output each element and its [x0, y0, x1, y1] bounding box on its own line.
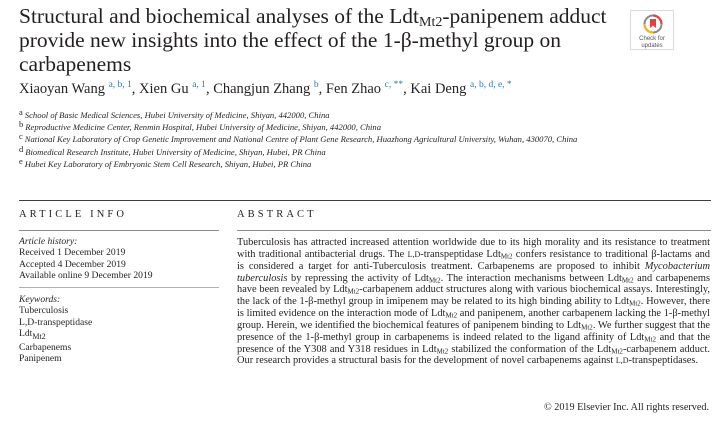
author-name: Xien Gu — [139, 81, 189, 97]
affiliation: $^d$ Biomedical Research Institute, Hubei University of Medicine, Shiyan, Hubei, PR China — [19, 143, 326, 157]
article-info-heading: ARTICLE INFO — [19, 209, 128, 220]
author-marks[interactable]: a, b, 1 — [108, 80, 132, 90]
divider — [19, 230, 219, 231]
author-name: Kai Deng — [410, 81, 467, 97]
author-marks[interactable]: c, ** — [384, 80, 404, 90]
keyword[interactable]: Carbapenems — [19, 342, 72, 354]
keywords: Keywords: Tuberculosis L,D-transpeptidase Ldt$_{Mt2}$ Carbapenems Panipenem — [19, 294, 219, 365]
check-for-updates-icon — [643, 14, 663, 34]
history-received: Received 1 December 2019 — [19, 247, 126, 259]
author-name: Changjun Zhang — [213, 81, 311, 97]
badge-label: Check for updates — [639, 36, 665, 49]
author-marks[interactable]: b — [313, 80, 319, 90]
divider — [19, 287, 219, 288]
affiliation: $^a$ School of Basic Medical Sciences, Hubei University of Medicine, Shiyan, 442000, China — [19, 107, 330, 120]
author-marks[interactable]: a, b, d, e, * — [469, 80, 512, 90]
affiliation: $^c$ National Key Laboratory of Crop Genetic Improvement and National Centre of Plant Gene Research, Huazhong Agricultural University, Wuhan, 430070, China — [19, 131, 578, 145]
divider — [19, 200, 711, 201]
affiliations — [19, 109, 659, 170]
copyright: © 2019 Elsevier Inc. All rights reserved. — [543, 402, 709, 413]
history-online: Available online 9 December 2019 — [19, 269, 153, 281]
keyword[interactable]: Ldt$_{Mt2}$ — [19, 327, 46, 341]
divider — [237, 230, 711, 231]
author-marks[interactable]: a, 1 — [192, 80, 206, 90]
author-name: Xiaoyan Wang — [19, 81, 105, 97]
affiliation: $^e$ Hubei Key Laboratory of Embryonic Stem Cell Research, Shiyan, Hubei, PR China — [19, 155, 312, 169]
abstract-heading: ABSTRACT — [237, 209, 317, 220]
check-for-updates-badge[interactable] — [630, 10, 674, 50]
article-history: Article history: Received 1 December 2019 Accepted 4 December 2019 Available online 9 December 2019 — [19, 236, 219, 281]
abstract-text: Tuberculosis has attracted increased attention worldwide due to its high morality and its resistance to treatment with traditional antibacterial drugs. The L,D-transpeptidase Ldt$_{Mt2}$ confers resistance to traditional β-lactams and is considered a target for anti-Tuberculosis treatment. Carbapenems are proposed to inhibit Mycobacterium tuberculosis by repressing the activity of Ldt$_{Mt2}$. The interaction mechanisms between Ldt$_{Mt2}$ and carbapenems have been revealed by Ldt$_{Mt2}$-carbapenem adduct structures along with various biochemical assays. Interestingly, the lack of the 1-β-methyl group in imipenem may be related to its high binding ability to Ldt$_{Mt2}$. However, there is limited evidence on the interaction mode of Ldt$_{Mt2}$ and panipenem, another carbapenem lacking the 1-β-methyl group. Herein, we identified the biochemical features of panipenem binding to Ldt$_{Mt2}$. We further suggest that the presence of the 1-β-methyl group in carbapenems is indeed related to the ligand affinity of Ldt$_{Mt2}$ and that the presence of the Y308 and Y318 residues in Ldt$_{Mt2}$ stabilized the conformation of the Ldt$_{Mt2}$-carbapenem adduct. Our research provides a structural basis for the development of novel carbapenems against L,D-transpeptidases. — [237, 237, 710, 367]
keyword[interactable]: Panipenem — [19, 353, 62, 365]
affiliation: $^b$ Reproductive Medicine Center, Renmin Hospital, Hubei University of Medicine, Shiyan, 442000, China — [19, 119, 382, 133]
keyword[interactable]: Tuberculosis — [19, 305, 69, 317]
article-title: Structural and biochemical analyses of the Ldt$_{Mt2}$-panipenem adduct provide new insights into the effect of the 1-β-methyl group on carbapenems — [19, 4, 607, 76]
history-accepted: Accepted 4 December 2019 — [19, 258, 126, 270]
author-list: Xiaoyan Wang $^{a, b, 1}$, Xien Gu $^{a, 1}$, Changjun Zhang $^b$, Fen Zhao $^{c, **}$, Kai Deng $^{a, b, d, e, *}$ — [19, 80, 512, 97]
keyword[interactable]: L,D-transpeptidase — [19, 316, 93, 328]
author-name: Fen Zhao — [325, 81, 382, 97]
